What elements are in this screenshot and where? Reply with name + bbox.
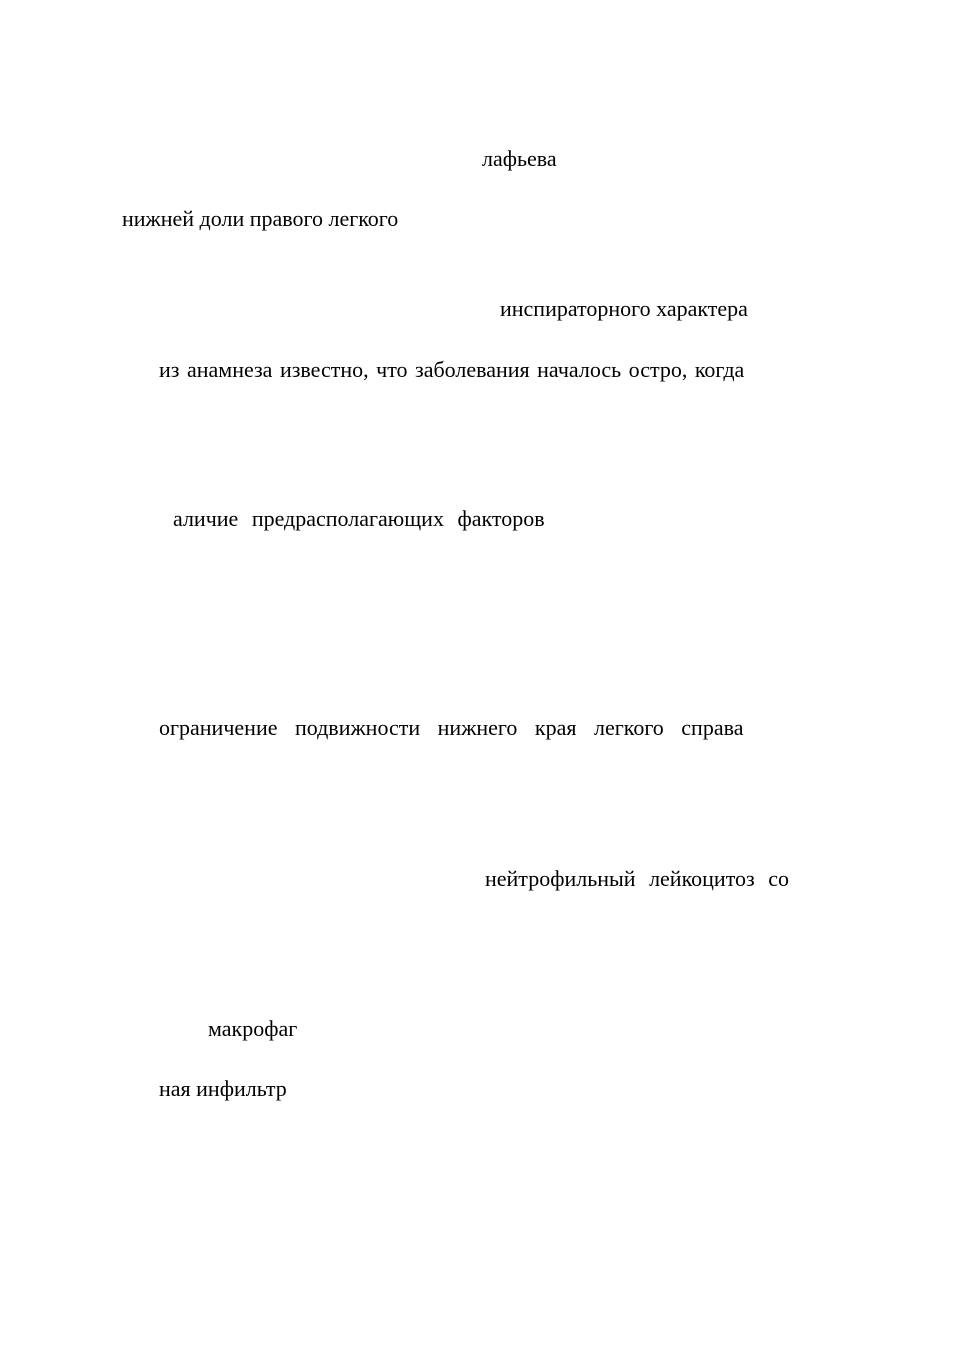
text-fragment: нейтрофильный лейкоцитоз со (485, 866, 789, 891)
text-fragment: из анамнеза известно, что заболевания началось остро, когда (159, 357, 745, 382)
text-fragment: аличие предрасполагающих факторов (173, 506, 545, 531)
text-fragment: нижней доли правого легкого (122, 206, 399, 231)
text-fragment: инспираторного характера (500, 296, 748, 321)
text-fragment: макрофаг (208, 1016, 298, 1041)
text-fragment: ограничение подвижности нижнего края легкого справа (159, 715, 744, 740)
text-fragment: ная инфильтр (159, 1076, 287, 1101)
text-fragment: лафьева (482, 146, 557, 171)
